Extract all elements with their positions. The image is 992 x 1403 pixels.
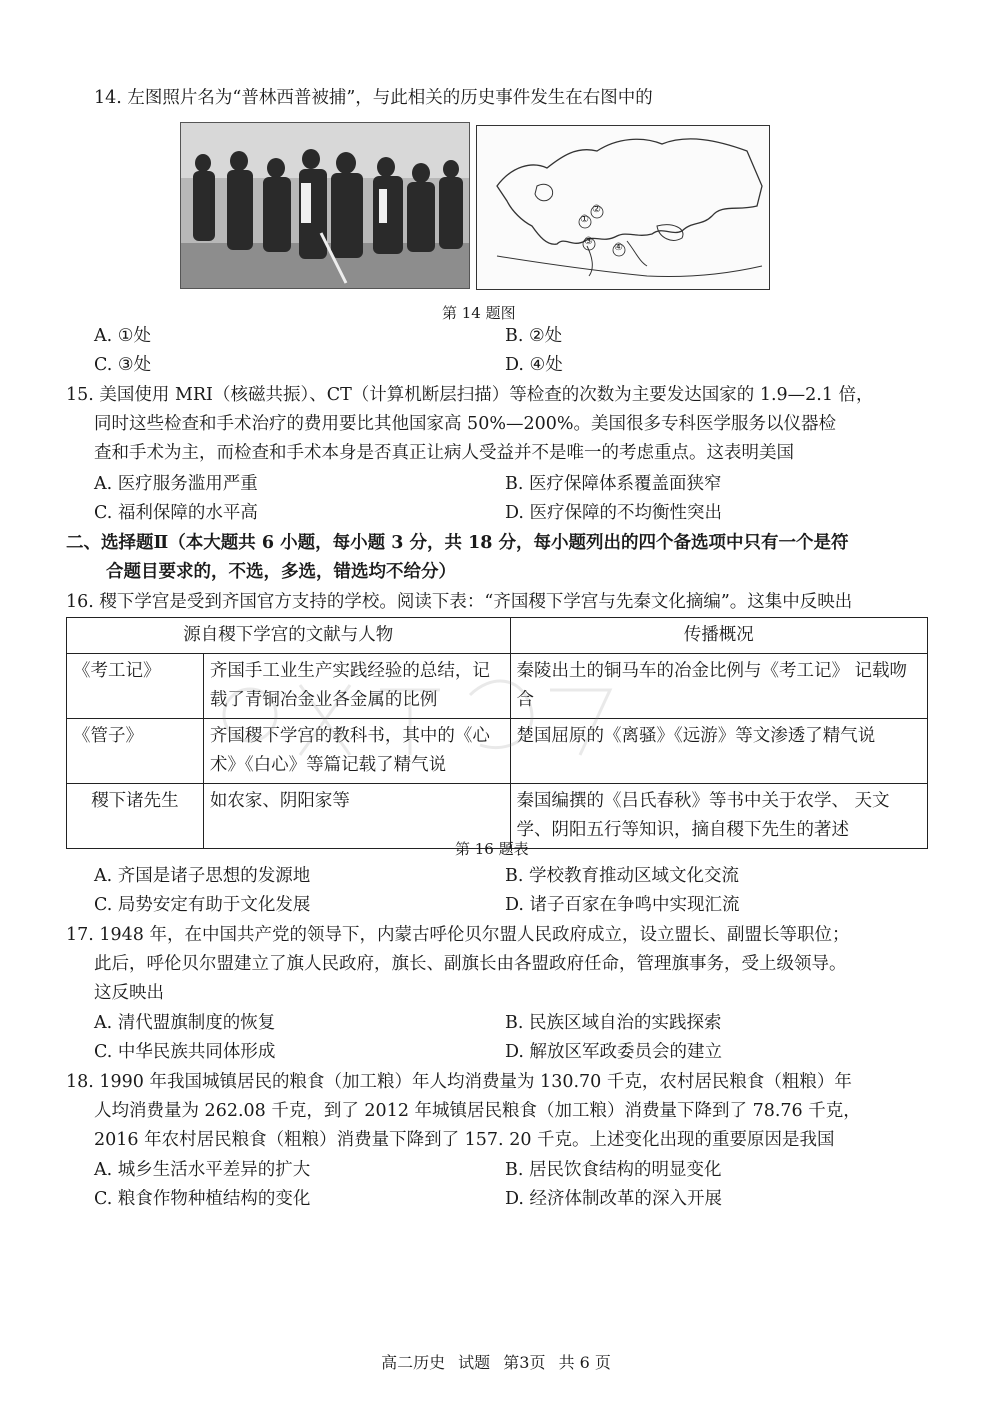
q14-option-d[interactable]: D. ④处: [505, 355, 563, 375]
europe-map-outline: [477, 126, 769, 289]
map-marker-3: ③: [584, 236, 593, 247]
table-row: [67, 719, 928, 784]
q17-line-2: 此后，呼伦贝尔盟建立了旗人民政府，旗长、副旗长由各盟政府任命，管理旗事务，受上级领导。: [94, 954, 847, 974]
q18-line-2: 人均消费量为 262.08 千克，到了 2012 年城镇居民粮食（加工粮）消费量下降到了 78.76 千克，: [94, 1101, 861, 1121]
q18-option-b[interactable]: B. 居民饮食结构的明显变化: [505, 1160, 722, 1180]
q18-line-3: 2016 年农村居民粮食（粗粮）消费量下降到了 157. 20 千克。上述变化出现的重要原因是我国: [94, 1130, 835, 1150]
q15-line-1: 15. 美国使用 MRI（核磁共振）、CT（计算机断层扫描）等检查的次数为主要发达国家的 1.9—2.1 倍，: [66, 385, 874, 405]
table-cell-desc: 如农家、阴阳家等: [203, 784, 510, 849]
q14-option-c[interactable]: C. ③处: [94, 355, 152, 375]
section2-heading-line-1: 二、选择题Ⅱ（本大题共 6 小题，每小题 3 分，共 18 分，每小题列出的四个备选项中只有一个是符: [66, 533, 849, 553]
map-marker-4: ④: [614, 242, 623, 253]
q14-option-b[interactable]: B. ②处: [505, 326, 563, 346]
q16-stem: 16. 稷下学宫是受到齐国官方支持的学校。阅读下表：“齐国稷下学宫与先秦文化摘编”。这集中反映出: [66, 592, 853, 612]
q18-option-c[interactable]: C. 粮食作物种植结构的变化: [94, 1189, 311, 1209]
footer-subject: 高二历史: [381, 1353, 446, 1372]
footer-kind: 试题: [458, 1353, 491, 1372]
q17-option-d[interactable]: D. 解放区军政委员会的建立: [505, 1042, 723, 1062]
map-marker-2: ②: [592, 204, 601, 215]
page-footer: [0, 1350, 992, 1373]
table-header-left: 源自稷下学宫的文献与人物: [67, 618, 511, 654]
q17-option-b[interactable]: B. 民族区域自治的实践探索: [505, 1013, 722, 1033]
table-header-right: 传播概况: [510, 618, 928, 654]
q14-stem: 14. 左图照片名为“普林西普被捕”，与此相关的历史事件发生在右图中的: [94, 88, 653, 108]
q15-line-2: 同时这些检查和手术治疗的费用要比其他国家高 50%—200%。美国很多专科医学服务以仪器检: [94, 414, 836, 434]
q17-line-1: 17. 1948 年，在中国共产党的领导下，内蒙古呼伦贝尔盟人民政府成立，设立盟长、副盟长等职位；: [66, 925, 850, 945]
q14-caption: 第 14 题图: [442, 304, 516, 322]
table-cell-desc: 齐国手工业生产实践经验的总结，记载了青铜冶金业各金属的比例: [203, 654, 510, 719]
q15-option-c[interactable]: C. 福利保障的水平高: [94, 503, 258, 523]
table-cell-name: 稷下诸先生: [67, 784, 204, 849]
q18-option-a[interactable]: A. 城乡生活水平差异的扩大: [94, 1160, 311, 1180]
q14-option-a[interactable]: A. ①处: [94, 326, 151, 346]
table-header-row: [67, 618, 928, 654]
q17-option-a[interactable]: A. 清代盟旗制度的恢复: [94, 1013, 276, 1033]
table-cell-desc: 齐国稷下学宫的教科书，其中的《心术》《白心》等篇记载了精气说: [203, 719, 510, 784]
table-row: [67, 654, 928, 719]
q16-table: [66, 617, 928, 849]
table-cell-spread: 秦陵出土的铜马车的冶金比例与《考工记》 记载吻合: [510, 654, 928, 719]
table-cell-name: 《管子》: [67, 719, 204, 784]
q17-option-c[interactable]: C. 中华民族共同体形成: [94, 1042, 276, 1062]
table-cell-spread: 楚国屈原的《离骚》《远游》等文渗透了精气说: [510, 719, 928, 784]
map-marker-1: ①: [580, 214, 589, 225]
q15-option-d[interactable]: D. 医疗保障的不均衡性突出: [505, 503, 723, 523]
q15-option-b[interactable]: B. 医疗保障体系覆盖面狭窄: [505, 474, 722, 494]
q16-option-d[interactable]: D. 诸子百家在争鸣中实现汇流: [505, 895, 740, 915]
arrest-photo-illustration: [181, 123, 469, 288]
q15-option-a[interactable]: A. 医疗服务滥用严重: [94, 474, 258, 494]
q16-option-a[interactable]: A. 齐国是诸子思想的发源地: [94, 866, 311, 886]
table-cell-name: 《考工记》: [67, 654, 204, 719]
footer-total: 共 6 页: [558, 1353, 611, 1372]
q15-line-3: 查和手术为主，而检查和手术本身是否真正让病人受益并不是唯一的考虑重点。这表明美国: [94, 443, 794, 463]
section2-heading-line-2: 合题目要求的，不选，多选，错选均不给分）: [106, 562, 456, 582]
q17-line-3: 这反映出: [94, 983, 164, 1003]
table-cell-spread: 秦国编撰的《吕氏春秋》等书中关于农学、 天文学、阴阳五行等知识，摘自稷下先生的著述: [510, 784, 928, 849]
footer-page: 第3页: [503, 1353, 546, 1372]
q16-option-b[interactable]: B. 学校教育推动区域文化交流: [505, 866, 739, 886]
q18-option-d[interactable]: D. 经济体制改革的深入开展: [505, 1189, 723, 1209]
q18-line-1: 18. 1990 年我国城镇居民的粮食（加工粮）年人均消费量为 130.70 千克，农村居民粮食（粗粮）年: [66, 1072, 852, 1092]
arrest-photo: [180, 122, 470, 289]
q16-option-c[interactable]: C. 局势安定有助于文化发展: [94, 895, 311, 915]
europe-map: [476, 125, 770, 290]
q16-caption: 第 16 题表: [455, 840, 529, 858]
